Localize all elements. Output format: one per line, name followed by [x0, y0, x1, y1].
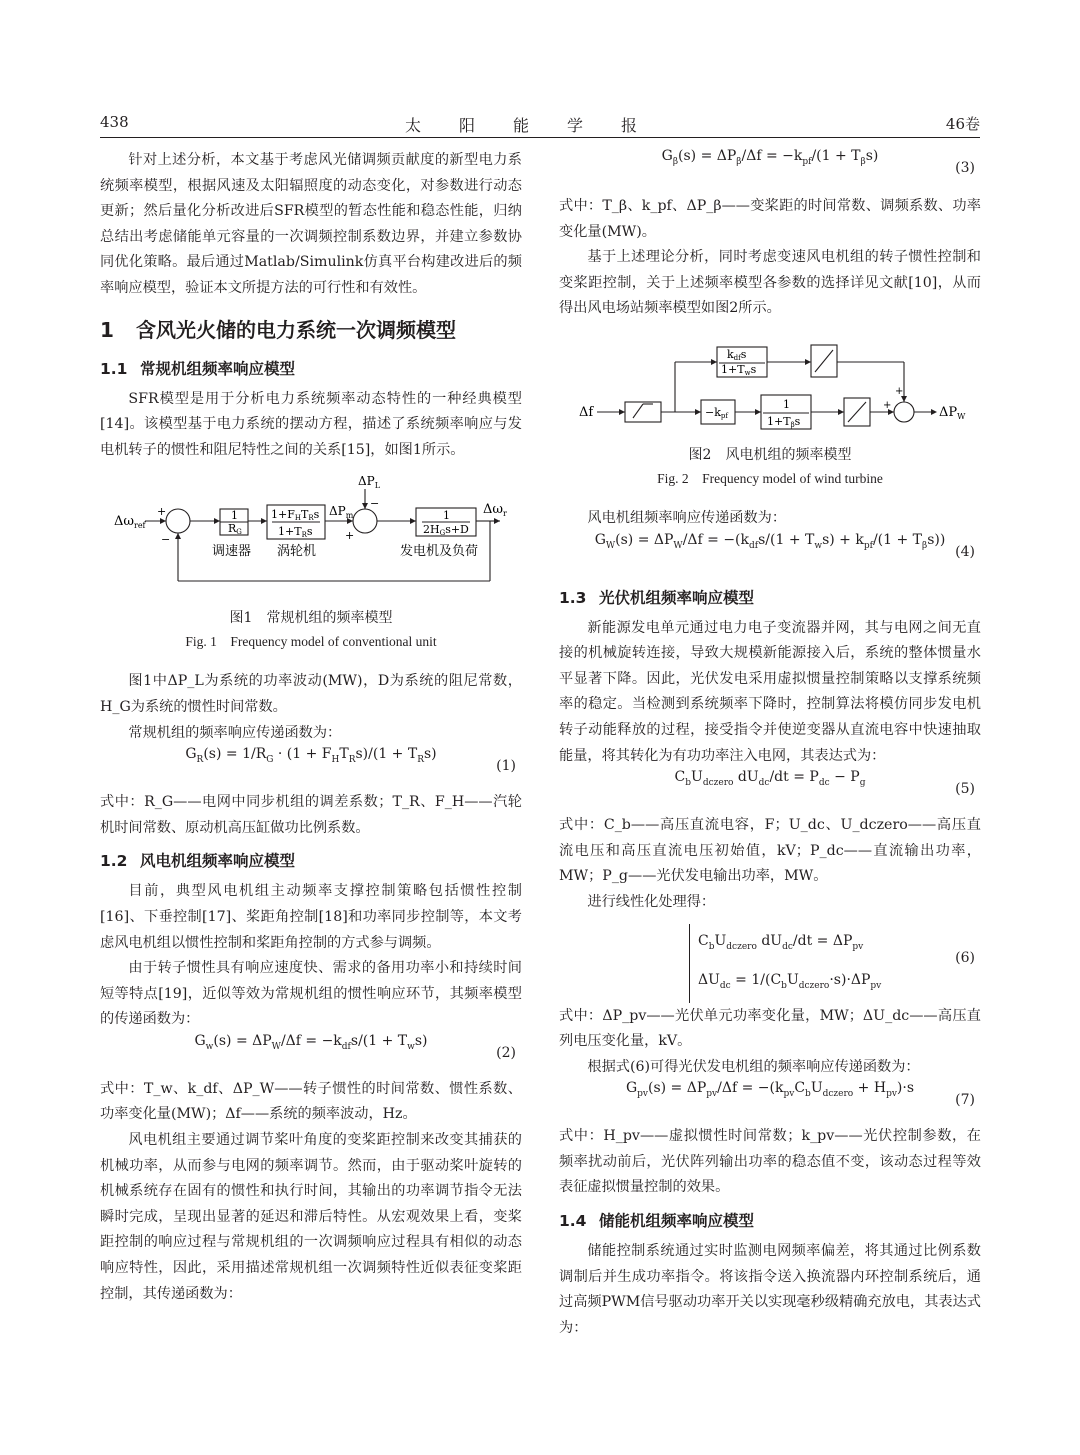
svg-text:2HGs+D: 2HGs+D: [423, 523, 469, 538]
volume-label: 46卷: [945, 115, 980, 133]
page-number: 438: [100, 113, 129, 131]
minus-sign: −: [370, 497, 380, 511]
svg-text:1+Tβs: 1+Tβs: [767, 414, 801, 429]
header-rule: [100, 137, 980, 138]
svg-text:RG: RG: [228, 522, 242, 537]
journal-title: 太阳能学报: [404, 116, 675, 135]
paragraph: 新能源发电单元通过电力电子变流器并网，其与电网之间无直接的机械旋转连接，导致大规模新能源接入后，系统的整体惯量水平显著下降。因此，光伏发电采用虚拟惯量控制策略以支撑系统频率的稳定。当检测到系统频率下降时，控制算法将模仿同步发电机转子动能释放的过程，接受指令并使逆变器从直流电容中快速抽取能量，将其转化为有功功率注入电网，其表达式为：: [559, 619, 981, 764]
equation-1: $G_R(s) = 1/R_G \cdot (1 + F_HT_Rs)/(1 + T_Rs)$ (1): [185, 746, 516, 775]
section-title: 储能机组频率响应模型: [599, 1212, 755, 1231]
paragraph: 式中：H_pv——虚拟惯性时间常数；k_pv——光伏控制参数，在频率扰动前后，光伏阵列输出功率的稳态值不变，该动态过程等效表征虚拟惯量控制的效果。: [559, 1128, 981, 1196]
intro-paragraph: 针对上述分析，本文基于考虑风光储调频贡献度的新型电力系统频率模型，根据风速及太阳辐照度的动态变化，对参数进行动态更新；然后量化分析改进后SFR模型的暂态性能和稳态性能，归纳总结出考虑储能单元容量的一次调频控制系数边界，并建立参数协同优化策略。最后通过Matlab/Simulink仿真平台构建改进后的频率响应模型，验证本文所提方法的可行性和有效性。: [100, 152, 522, 296]
governor-label: 调速器: [212, 544, 252, 560]
plus-sign: +: [345, 529, 355, 543]
figure-1-caption: 图1 常规机组的频率模型: [229, 610, 393, 627]
paragraph: 进行线性化处理得：: [587, 893, 716, 910]
paragraph: 风电机组频率响应传递函数为：: [587, 509, 787, 526]
section-1-1-heading: [100, 357, 522, 381]
paragraph: 式中：T_w、k_df、ΔP_W——转子惯性的时间常数、惯性系数、功率变化量(MW)；Δf——系统的频率波动，Hz。: [100, 1080, 522, 1123]
equation-number: (1): [496, 758, 516, 775]
fig1-dPm-label: $\Delta P_m$: [329, 504, 354, 521]
section-number: 1.4: [559, 1212, 587, 1231]
left-column: [100, 148, 522, 1307]
svg-text:1: 1: [231, 509, 238, 523]
svg-text:1+TRs: 1+TRs: [278, 525, 313, 540]
paragraph: 式中：ΔP_pv——光伏单元功率变化量，MW；ΔU_dc——高压直列电压变化量，kV。: [559, 1007, 981, 1050]
turbine-label: 涡轮机: [277, 544, 317, 560]
fig2-input-label: Δf: [579, 404, 594, 420]
plus-sign: +: [157, 505, 167, 519]
section-1-heading: [100, 315, 522, 345]
figure-1-caption-en: Fig. 1 Frequency model of conventional unit: [185, 634, 437, 650]
equation-5: $C_bU_{dczero}$ $dU_{dc}/dt = P_{dc} - P_g$ (5): [674, 769, 975, 798]
equation-number: (4): [955, 543, 975, 560]
section-number: 1.1: [100, 359, 128, 378]
paragraph: 由于转子惯性具有响应速度快、需求的备用功率小和持续时间短等特点[19]，近似等效为常规机组的惯性响应环节，其频率模型的传递函数为：: [100, 960, 522, 1028]
figure-1: [100, 475, 522, 595]
fig2-output-label: $\Delta P_W$: [939, 404, 966, 421]
generator-load-label: 发电机及负荷: [400, 544, 479, 560]
section-1-4-heading: [559, 1209, 981, 1233]
svg-text:+: +: [883, 399, 892, 411]
figure-2-caption-en: Fig. 2 Frequency model of wind turbine: [657, 470, 883, 486]
svg-text:1+FHTRs: 1+FHTRs: [271, 508, 320, 523]
paragraph: 风电机组主要通过调节桨叶角度的变桨距控制来改变其捕获的机械功率，从而参与电网的频率调节。然而，由于驱动桨叶旋转的机械系统存在固有的惯性和执行时间，其输出的功率调节指令无法瞬时完成，呈现出显著的延迟和滞后特性。从宏观效果上看，变桨距控制的响应过程与常规机组的一次调频响应过程具有相似的动态响应特性，因此，采用描述常规机组一次调频特性近似表征变桨距控制，其传递函数为：: [100, 1132, 522, 1302]
section-1-3-heading: [559, 586, 981, 610]
section-title: 常规机组频率响应模型: [140, 359, 296, 378]
paragraph: 式中：T_β、k_pf、ΔP_β——变桨距的时间常数、调频系数、功率变化量(MW)。: [559, 198, 981, 240]
equation-number: (2): [496, 1044, 516, 1061]
svg-text:1: 1: [783, 397, 790, 411]
fig1-dPL-label: $\Delta P_L$: [358, 475, 381, 491]
equation-2: $G_w(s) = \Delta P_W/\Delta f = -k_{df}s/(1 + T_ws)$ (2): [194, 1032, 516, 1061]
svg-text:+: +: [895, 385, 904, 397]
paragraph: 图1中ΔP_L为系统的功率波动(MW)，D为系统的阻尼常数，H_G为系统的惯性时间常数。: [100, 673, 522, 715]
fig2-kpf-label: −kpf: [705, 405, 728, 420]
paragraph: 式中：R_G——电网中同步机组的调差系数；T_R、F_H——汽轮机时间常数、原动机高压缸做功比例系数。: [100, 794, 522, 836]
svg-text:1+Tws: 1+Tws: [721, 362, 757, 377]
section-number: 1.2: [100, 852, 128, 871]
equation-number: (7): [955, 1092, 975, 1109]
section-title: 光伏机组频率响应模型: [599, 588, 755, 607]
paragraph: 储能控制系统通过实时监测电网频率偏差，将其通过比例系数调制后并生成功率指令。将该指令送入换流器内环控制系统后，通过高频PWM信号驱动功率开关以实现毫秒级精确充放电，其表达式为：: [559, 1243, 981, 1336]
paragraph: 式中：C_b——高压直流电容，F；U_dc、U_dczero——高压直流电压和高压直流电压初始值，kV；P_dc——直流输出功率，MW；P_g——光伏发电输出功率，MW。: [559, 817, 981, 885]
section-number: 1.3: [559, 588, 587, 607]
equation-4: $G_W(s) = \Delta P_W/\Delta f = -(k_{df}s/(1 + T_ws) + k_{pf}/(1 + T_\beta s))$ (4): [594, 531, 975, 560]
fig1-input-label: $\Delta\omega_{ref}$: [114, 514, 146, 531]
section-title: 含风光火储的电力系统一次调频模型: [136, 317, 456, 342]
page-header: [100, 113, 980, 139]
equation-number: (5): [955, 781, 975, 798]
section-number: 1: [100, 317, 114, 342]
figure-2: [559, 332, 981, 442]
svg-text:1: 1: [443, 509, 450, 523]
figure-2-diagram: [559, 332, 981, 442]
fig1-output-label: $\Delta\omega_r$: [483, 502, 507, 519]
paragraph: 常规机组的频率响应传递函数为：: [128, 724, 342, 741]
section-1-2-heading: [100, 849, 522, 873]
section-title: 风电机组频率响应模型: [140, 852, 296, 871]
equation-3: $G_\beta(s) = \Delta P_\beta/\Delta f = -k_{pf}/(1 + T_\beta s)$ (3): [661, 148, 975, 176]
figure-2-caption: 图2 风电机组的频率模型: [688, 446, 852, 463]
right-column: [559, 148, 981, 1341]
paragraph: 目前，典型风电机组主动频率支撑控制策略包括惯性控制[16]、下垂控制[17]、桨距角控制[18]和功率同步控制等，本文考虑风电机组以惯性控制和桨距角控制的方式参与调频。: [100, 883, 522, 951]
equation-number: (6): [955, 949, 975, 966]
equation-number: (3): [955, 160, 975, 176]
equation-7: $G_{pv}(s) = \Delta P_{pv}/\Delta f = -(k_{pv}C_bU_{dczero} + H_{pv})\cdot s$ (7): [625, 1080, 975, 1109]
paragraph: 基于上述理论分析，同时考虑变速风电机组的转子惯性控制和变桨距控制，关于上述频率模型各参数的选择详见文献[10]，从而得出风电场站频率模型如图2所示。: [559, 249, 981, 317]
svg-text:kdfs: kdfs: [727, 347, 747, 362]
paragraph: 根据式(6)可得光伏发电机组的频率响应传递函数为：: [587, 1058, 920, 1075]
paragraph: SFR模型是用于分析电力系统频率动态特性的一种经典模型[14]。该模型基于电力系统的摆动方程，描述了系统频率响应与发电机转子的惯性和阻尼特性之间的关系[15]，如图1所示。: [100, 390, 522, 458]
minus-sign: −: [161, 533, 171, 547]
figure-1-diagram: [100, 475, 522, 595]
equation-6: $C_bU_{dczero}$ $dU_{dc}/dt = \Delta P_{pv}$ $\Delta U_{dc} = 1/(C_bU_{dczero}\cdot s)\cdot\Delta P_{pv}$ (6): [559, 916, 981, 1004]
